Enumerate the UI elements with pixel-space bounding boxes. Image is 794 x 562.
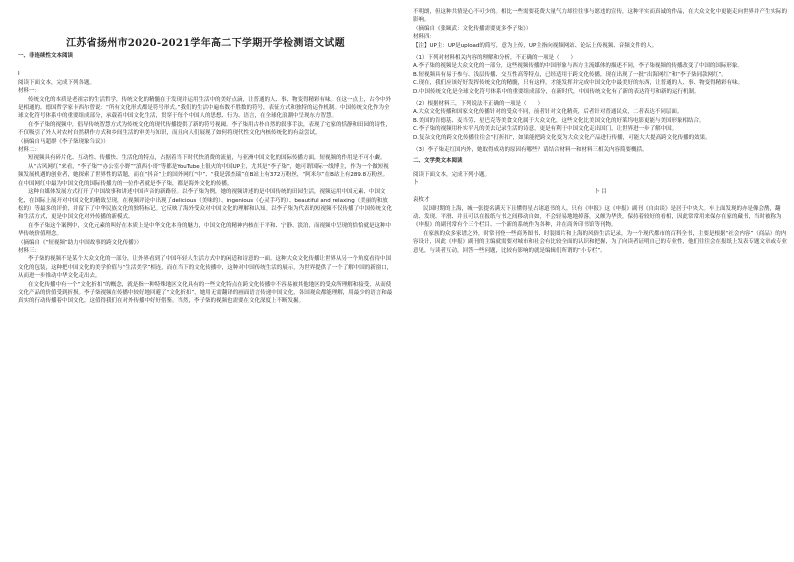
- paragraph: 这种自媒体发展方式打开了中国故事和讲述中国声音的新路径。以李子柒为例，她的视频讲述的是中国传统的田园生活，视频运用中国元素、中国文化，在国际上展开对中国文化的精致呈现，在视频评论中出现了delicious（美味的）、ingenious（心灵手巧的）、beautiful and relaxing（美丽的和放松的）等最多的评价，并留下了中华民族文化的独特标记。它反映了海外受众对中国文化的理解和认知。以李子柒为代表的短视频不仅传播了中国传统文化和生活方式，更是中国文化对外传播的新模式。: [18, 189, 393, 221]
- instruction: 阅读下面文本，完成下列各题。: [18, 79, 96, 86]
- paragraph: 不明朗，但这种共情是心不可少的。相比一些需要花费大量气力却往往事与愿违的宣传，这种平实而真诚的作品，在大众文化中更能走向世界并产生实际的影响。: [413, 9, 788, 24]
- paragraph: 在家族的众多家谱之外，时常刊登一些商务图书、时装图片和上海的风俗生活记录，为一个现代都市的百科全书，主要是根据“社会内容”（商品）的内容设计，因此《申报》副刊的主编就需要对城市和社会有比较全面的认识和把握，为了向读者证明自己的专业性，他们往往会在报纸上发表专题文章或专业意见，与读者互动，回答一些问题，比较有影响的就是编辑们所谓的“小专栏”。: [413, 230, 788, 254]
- option-c: C.现在，我们应该好好发挥传统文化的精髓，只有这样，才能发挥并完成中国文化中最美好的东西，让普通的人、事、物变得精彩有味。: [413, 80, 744, 87]
- option-d: D.中国传统文化是全球文化符号体系中的重要组成部分，在新时代，中国传统文化有了新的表达符号和新的运行机制。: [413, 88, 700, 95]
- paragraph: 民国时期的上海，城一张提名满天下且懂得星占诸道书的人，只有《申报》这《申报》副刊《自由谈》是居于中央大。车上面发现的亦是像会鹊，翻动、发现、平滑、并且可以在报纸与书之间移动自如，不会轻易地地掉落，又颇为华贵，保持着较好的看相，因此常常用来保存在家的藏书，当时被称为《申报》的副刊常有个三个栏目、一个新的系统作为各种，并在商务印书馆等刊物。: [413, 205, 782, 229]
- question-1: （1）下列对材料相关内容的理解和分析，不正确的一项是（ ）: [413, 55, 577, 62]
- source-note: （摘编自《“短视频”助力中国故事的跨文化传播》）: [18, 239, 142, 246]
- material-2-label: 材料二：: [18, 147, 41, 154]
- page-title: 江苏省扬州市2020-2021学年高二下学期开学检测语文试题: [66, 38, 345, 49]
- roman-numeral: Ⅰ: [18, 71, 20, 78]
- paragraph: 李子柒的视频不是某个大众文化的一部分，让外界看到了中国年轻人生活方式中的闲适和诗意的一面。这种大众文化传播让世界从另一个角度看待中国文化的包装，这种把中国文化的美学价值与“生活美学”相连，而在当下的文化传播中，这种对中国传统生活的展示，为世界提供了一个了解中国的新窗口，从而进一步推动中华文化走出去。: [18, 256, 393, 280]
- option-a: A.李子柒的视频是大众文化的一部分，这些视频传播的中国形象与西方主流媒体的描述不同，李子柒视频的传播改变了中国的国际形象。: [413, 63, 743, 70]
- material-1-label: 材料一：: [18, 88, 41, 95]
- paragraph: 在李子柒的视频中，倡导传统智慧方式为传统文化的现代传播提供了新的符号视阈。李子柒用古朴自然的叙事手法，表现了宅家的恬静和田园的诗性，不仅吸引了外人对农村自然耕作方式和乡间生活的审美与知识，而且向人们展现了如何将现代性文化内核传统化的有益尝试。: [18, 121, 392, 137]
- option-c: C.李子柒的视频用朴实平凡的美去记录生活的诗意，更是有利于中国文化走出国门，让世界进一步了解中国。: [413, 126, 678, 133]
- source-note: （摘编自《张颐武：文化传播需要更多李子柒》）: [413, 25, 532, 32]
- source-note: （摘编自马超群《李子柒现象刍议》）: [18, 138, 109, 145]
- story-title: 卜 目: [594, 188, 607, 195]
- instruction: 阅读下面文本，完成下列小题。: [413, 171, 491, 178]
- right-column: [413, 8, 788, 255]
- paragraph: 传统文化的本质是老祖宗的生活哲学，传统文化的精髓在于发现并运用生活中的美好点滴，让普通的人、事、物变得精彩有味。在这一点上，古今中外是相通的。德国哲学家卡西尔曾说：“所有文化形式都是符号形式。”我们的生活中遍布数不胜数的符号，表征方式和独特的运作机制。中国传统文化作为全球文化符号体系中的重要组成部分，承载着中国文化生活，贯穿于每个中国人的思想、行为、语言，在全球化浪潮中呈现东方智慧。: [18, 96, 392, 120]
- option-b: B.美国的肯德基、麦当劳、星巴克等美食文化属于大众文化，这些文化比美国文化的好莱坞电影更能与美国形象相结合。: [413, 117, 705, 124]
- material-3-label: 材料三：: [18, 247, 41, 254]
- paragraph: 在李子柒这个案例中，文化元素的叫好在本质上是中华文化本身的魅力，中国文化的精神内核在于平和、宁静、淡泊，而视频中呈现的恰恰就是这种中华传统价值理念。: [18, 222, 392, 238]
- question-2: （2）根据材料三，下列说法不正确的一项是（ ）: [413, 101, 544, 108]
- story-author: 袁枚才: [413, 197, 430, 204]
- option-b: B.短视频具有易于参与、浅层传播、交互性高等特点，已经适用于跨文化传播，现在出现了一批“出海网红”和“李子柒同款网红”。: [413, 71, 727, 78]
- material-4-label: 材料四：: [413, 34, 436, 41]
- section-heading-2: 二、文学类文本阅读: [413, 157, 463, 164]
- part-number: 卜: [413, 180, 419, 187]
- paragraph: 短视频具有碎片化、互动性、传播快、生活化的特点，占据着当下时代快消费的流量，与亚洲中国文化的国际传播方面，短视频的作用是不可小觑。: [28, 155, 386, 162]
- section-heading-1: 一、非连续性文本阅读: [18, 53, 74, 59]
- option-a: A.大众文化传播和国家文化传播针对的受众不同，前者针对文化精英，后者针对普通民众，二者表达不同层面。: [413, 109, 683, 116]
- note: 【注】UP主：UP是upload的简写，意为上传，UP主指向视频网站、论坛上传视频、音频文件的人。: [413, 42, 658, 49]
- left-column: [18, 50, 393, 306]
- paragraph: 从“古风网红”来看，“李子柒”“办公室小野”“滇西小哥”等都是YouTube上很火的中国UP主，尤其是“李子柒”，她可谓国际一线博主，作为一个做短视频发展机遇的创业者，她探索了世界性的话题，而在“抖音”上的国外网红“中”、“我是郭杰瑞”在B站上有372万粉丝，“阿米尔”在B站上有289.8万粉丝。在中国网红中最为中国文化的国际传播力的一位作者就是李子柒，都是海外文化的传播。: [18, 163, 389, 187]
- option-d: D.复杂文化的跨文化传播往往会“打折扣”，如果能把跨文化变为大众文化产品进行传播，可能大大提高跨文化传播的效果。: [413, 134, 711, 141]
- paragraph: 在文化传播中有一个“文化折扣”的概念，就是指一种特殊地区文化具有的一些文化特点在跨文化传播中不容易被其他地区的受众所理解和接受，从而使文化产品的价值受到折损。李子柒视频在传播中较好地回避了“文化折扣”，她用无需翻译的画面语言传递中国文化，各国观众都能理解，用最少的语言和最真实的行动传播着中国文化，这值得我们在对外传播中好好借鉴。当然，李子柒的视频也需要在文化深度上不断发掘。: [18, 281, 393, 305]
- question-3: （3）李子柒走红国内外，她取得成功的原因有哪些？请结合材料一和材料三相关内容简要概括。: [413, 147, 648, 154]
